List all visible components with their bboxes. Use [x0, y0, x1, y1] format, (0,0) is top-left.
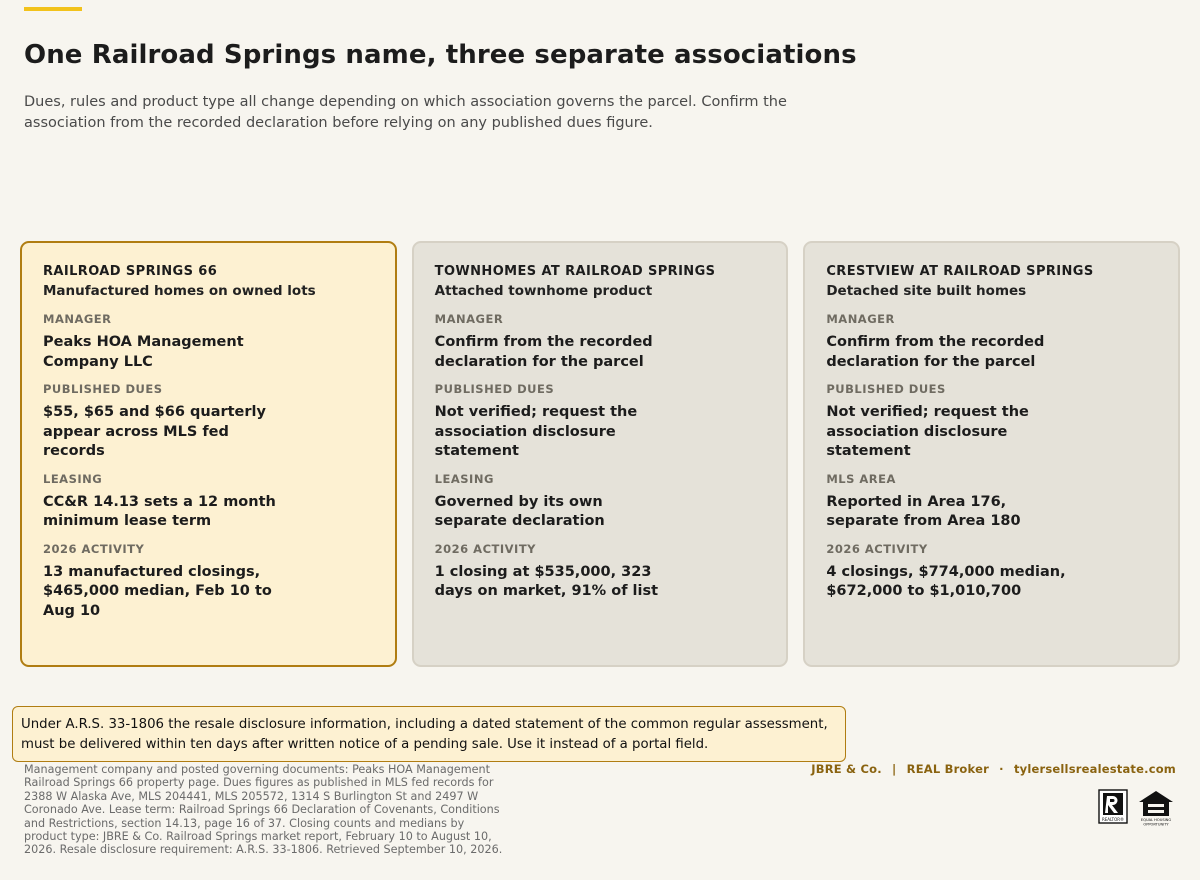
compliance-logos: [1098, 789, 1176, 827]
brand-name: JBRE & Co.: [811, 762, 882, 776]
card-subtitle: Attached townhome product: [434, 283, 653, 299]
card-railroad-springs-66: [20, 241, 397, 667]
field-label-manager: MANAGER: [43, 312, 112, 326]
field-value-manager: Confirm from the recorded declaration for the parcel: [434, 334, 653, 370]
equal-housing-opportunity-icon: [1136, 789, 1176, 827]
disclosure-notice: Under A.R.S. 33-1806 the resale disclosure information, including a dated statement of the common regular assessment, must be delivered within ten days after written notice of a pending sale. Use it instead of a portal field.: [12, 706, 846, 762]
field-label-manager: MANAGER: [434, 312, 504, 326]
field-value-leasing: CC&R 14.13 sets a 12 month minimum lease term: [43, 493, 276, 529]
field-value-mls-area: Reported in Area 176, separate from Area 180: [826, 493, 1021, 529]
separator-pipe: |: [892, 762, 897, 776]
card-title: RAILROAD SPRINGS 66: [43, 264, 218, 279]
field-value-activity: 1 closing at $535,000, 323 days on market, 91% of list: [434, 563, 659, 599]
realtor-logo-icon: [1098, 789, 1128, 825]
field-value-activity: 4 closings, $774,000 median, $672,000 to $1,010,700: [826, 563, 1066, 599]
field-label-dues: PUBLISHED DUES: [43, 382, 163, 396]
sources-note: Management company and posted governing documents: Peaks HOA Management Railroad Springs 66 property page. Dues figures as published in MLS fed records for 2388 W Alaska Ave, MLS 204441, MLS 205572, 1314 S Burlington St and 2497 W Coronado Ave. Lease term: Railroad Springs 66 Declaration of Covenants, Conditions and Restrictions, section 14.13, page 16 of 37. Closing counts and medians by product type: JBRE & Co. Railroad Springs market report, February 10 to August 10, 2026. Resale disclosure requirement: A.R.S. 33-1806. Retrieved September 10, 2026.: [24, 763, 503, 857]
card-title: CRESTVIEW AT RAILROAD SPRINGS: [826, 264, 1094, 279]
field-value-leasing: Governed by its own separate declaration: [434, 493, 605, 529]
card-title: TOWNHOMES AT RAILROAD SPRINGS: [434, 264, 716, 279]
field-value-activity: 13 manufactured closings, $465,000 median, Feb 10 to Aug 10: [43, 563, 272, 619]
field-label-dues: PUBLISHED DUES: [434, 382, 555, 396]
card-subtitle: Detached site built homes: [826, 283, 1027, 299]
brand-line: [811, 762, 1176, 776]
card-crestview: [803, 241, 1180, 667]
svg-text:OPPORTUNITY: OPPORTUNITY: [1143, 822, 1169, 827]
field-label-activity: 2026 ACTIVITY: [826, 541, 928, 556]
field-value-dues: Not verified; request the association disclosure statement: [434, 404, 638, 459]
field-label-activity: 2026 ACTIVITY: [434, 541, 536, 556]
field-label-leasing: LEASING: [43, 471, 103, 486]
svg-text:EQUAL HOUSING: EQUAL HOUSING: [1140, 818, 1172, 822]
field-label-activity: 2026 ACTIVITY: [43, 541, 145, 556]
field-label-mls-area: MLS AREA: [826, 471, 896, 486]
page-subtitle: Dues, rules and product type all change depending on which association governs the parcel. Confirm the association from the recorded declaration before relying on any published dues figure.: [24, 94, 787, 131]
field-value-dues: $55, $65 and $66 quarterly appear across MLS fed records: [43, 404, 266, 459]
field-label-manager: MANAGER: [826, 312, 895, 326]
association-cards: [20, 241, 1180, 667]
accent-bar: [24, 7, 82, 11]
card-townhomes: [412, 241, 789, 667]
separator-dot: ·: [999, 762, 1004, 776]
field-value-manager: Confirm from the recorded declaration for the parcel: [826, 334, 1045, 370]
card-subtitle: Manufactured homes on owned lots: [43, 283, 316, 299]
field-label-dues: PUBLISHED DUES: [826, 382, 946, 396]
broker-name: REAL Broker: [906, 762, 989, 776]
field-value-manager: Peaks HOA Management Company LLC: [43, 334, 244, 370]
page-title: One Railroad Springs name, three separate associations: [24, 40, 857, 70]
field-label-leasing: LEASING: [434, 471, 494, 486]
website-link[interactable]: tylersellsrealestate.com: [1013, 762, 1176, 776]
svg-text:REALTOR®: REALTOR®: [1101, 817, 1125, 822]
field-value-dues: Not verified; request the association disclosure statement: [826, 404, 1029, 459]
